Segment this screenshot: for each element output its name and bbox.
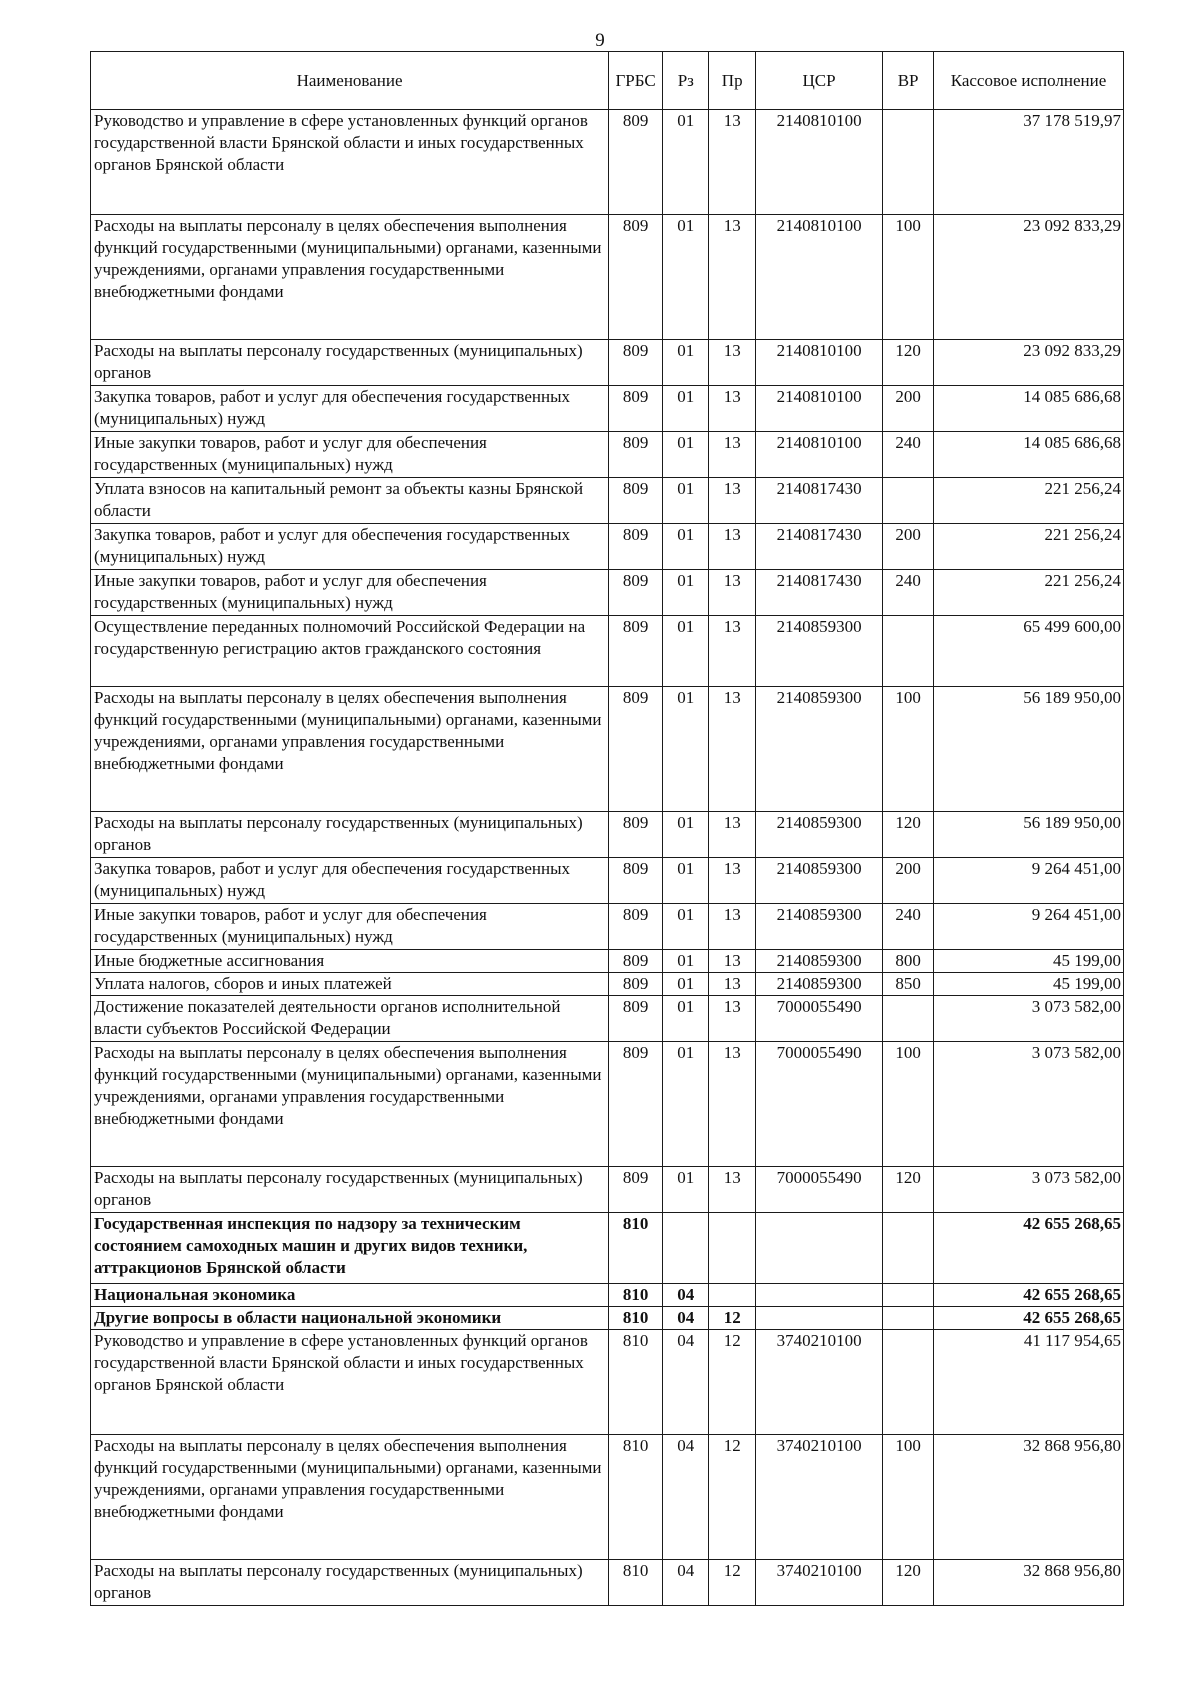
row-pr: 13: [709, 996, 755, 1042]
row-rz: 01: [663, 687, 709, 812]
row-csr: 2140859300: [755, 812, 882, 858]
row-csr: 2140859300: [755, 950, 882, 973]
table-row: [91, 524, 1124, 570]
row-amount: 221 256,24: [933, 524, 1123, 570]
row-csr: 3740210100: [755, 1330, 882, 1435]
row-vr: 100: [883, 215, 934, 340]
table-row: [91, 1330, 1124, 1435]
row-rz: 04: [663, 1330, 709, 1435]
row-vr: 100: [883, 1042, 934, 1167]
row-name: Расходы на выплаты персоналу государственных (муниципальных) органов: [91, 1560, 609, 1606]
table-row: [91, 570, 1124, 616]
row-name: Иные закупки товаров, работ и услуг для обеспечения государственных (муниципальных) нужд: [91, 904, 609, 950]
row-rz: 04: [663, 1560, 709, 1606]
row-amount: 32 868 956,80: [933, 1435, 1123, 1560]
row-pr: 13: [709, 950, 755, 973]
table-row: [91, 110, 1124, 215]
budget-execution-table: [90, 51, 1124, 1606]
row-pr: 13: [709, 386, 755, 432]
row-amount: 3 073 582,00: [933, 996, 1123, 1042]
row-pr: 13: [709, 524, 755, 570]
row-grbs: 809: [609, 340, 663, 386]
row-rz: 01: [663, 812, 709, 858]
row-name: Расходы на выплаты персоналу государственных (муниципальных) органов: [91, 1167, 609, 1213]
header-vr: ВР: [883, 52, 934, 110]
row-name: Национальная экономика: [91, 1284, 609, 1307]
row-rz: 01: [663, 524, 709, 570]
row-pr: 12: [709, 1435, 755, 1560]
row-amount: 42 655 268,65: [933, 1307, 1123, 1330]
row-amount: 14 085 686,68: [933, 432, 1123, 478]
row-name: Закупка товаров, работ и услуг для обеспечения государственных (муниципальных) нужд: [91, 858, 609, 904]
header-rz: Рз: [663, 52, 709, 110]
table-row: [91, 950, 1124, 973]
row-csr: [755, 1284, 882, 1307]
table-row: [91, 1560, 1124, 1606]
row-name: Расходы на выплаты персоналу в целях обеспечения выполнения функций государственными (муниципальными) органами, казенными учреждениями, органами управления государственными внебюджетными фондами: [91, 1435, 609, 1560]
row-amount: 3 073 582,00: [933, 1042, 1123, 1167]
table-row: [91, 687, 1124, 812]
row-grbs: 809: [609, 687, 663, 812]
row-rz: 01: [663, 1167, 709, 1213]
row-vr: 120: [883, 340, 934, 386]
row-grbs: 809: [609, 432, 663, 478]
row-grbs: 809: [609, 973, 663, 996]
row-name: Расходы на выплаты персоналу в целях обеспечения выполнения функций государственными (муниципальными) органами, казенными учреждениями, органами управления государственными внебюджетными фондами: [91, 215, 609, 340]
row-csr: 2140817430: [755, 570, 882, 616]
row-name: Расходы на выплаты персоналу в целях обеспечения выполнения функций государственными (муниципальными) органами, казенными учреждениями, органами управления государственными внебюджетными фондами: [91, 1042, 609, 1167]
row-pr: 13: [709, 858, 755, 904]
row-vr: 120: [883, 1560, 934, 1606]
table-row: [91, 996, 1124, 1042]
table-row: [91, 1307, 1124, 1330]
row-grbs: 809: [609, 478, 663, 524]
row-grbs: 809: [609, 1167, 663, 1213]
row-grbs: 809: [609, 524, 663, 570]
row-rz: 01: [663, 1042, 709, 1167]
row-grbs: 809: [609, 996, 663, 1042]
table-row: [91, 432, 1124, 478]
row-csr: [755, 1213, 882, 1284]
table-row: [91, 386, 1124, 432]
row-grbs: 809: [609, 904, 663, 950]
row-amount: 3 073 582,00: [933, 1167, 1123, 1213]
row-grbs: 810: [609, 1284, 663, 1307]
row-vr: 200: [883, 386, 934, 432]
row-csr: 2140859300: [755, 616, 882, 687]
row-rz: 01: [663, 616, 709, 687]
row-rz: 01: [663, 340, 709, 386]
row-name: Руководство и управление в сфере установленных функций органов государственной власти Брянской области и иных государственных органов Брянской области: [91, 1330, 609, 1435]
row-vr: 100: [883, 687, 934, 812]
row-amount: 56 189 950,00: [933, 687, 1123, 812]
row-vr: 850: [883, 973, 934, 996]
row-amount: 23 092 833,29: [933, 215, 1123, 340]
row-rz: 01: [663, 215, 709, 340]
row-rz: 01: [663, 432, 709, 478]
row-pr: [709, 1284, 755, 1307]
table-row: [91, 340, 1124, 386]
row-rz: 01: [663, 996, 709, 1042]
row-rz: 01: [663, 110, 709, 215]
row-grbs: 809: [609, 812, 663, 858]
row-rz: 04: [663, 1307, 709, 1330]
row-vr: 120: [883, 1167, 934, 1213]
row-vr: [883, 110, 934, 215]
row-pr: 13: [709, 616, 755, 687]
row-grbs: 810: [609, 1213, 663, 1284]
table-row: [91, 858, 1124, 904]
row-vr: 120: [883, 812, 934, 858]
row-amount: 9 264 451,00: [933, 904, 1123, 950]
row-grbs: 809: [609, 616, 663, 687]
row-name: Осуществление переданных полномочий Российской Федерации на государственную регистрацию актов гражданского состояния: [91, 616, 609, 687]
header-amount: Кассовое исполнение: [933, 52, 1123, 110]
row-grbs: 810: [609, 1330, 663, 1435]
row-amount: 65 499 600,00: [933, 616, 1123, 687]
row-grbs: 809: [609, 858, 663, 904]
row-pr: 13: [709, 340, 755, 386]
row-pr: 13: [709, 687, 755, 812]
table-row: [91, 1435, 1124, 1560]
row-pr: 12: [709, 1560, 755, 1606]
header-csr: ЦСР: [755, 52, 882, 110]
row-pr: 13: [709, 110, 755, 215]
table-row: [91, 973, 1124, 996]
row-grbs: 809: [609, 1042, 663, 1167]
row-vr: [883, 478, 934, 524]
row-csr: 2140859300: [755, 973, 882, 996]
row-csr: 3740210100: [755, 1560, 882, 1606]
row-name: Расходы на выплаты персоналу государственных (муниципальных) органов: [91, 340, 609, 386]
row-rz: 04: [663, 1284, 709, 1307]
row-amount: 41 117 954,65: [933, 1330, 1123, 1435]
row-amount: 56 189 950,00: [933, 812, 1123, 858]
row-grbs: 810: [609, 1435, 663, 1560]
row-vr: 200: [883, 858, 934, 904]
row-rz: 01: [663, 904, 709, 950]
table-row: [91, 215, 1124, 340]
row-pr: 13: [709, 812, 755, 858]
row-name: Закупка товаров, работ и услуг для обеспечения государственных (муниципальных) нужд: [91, 524, 609, 570]
row-amount: 32 868 956,80: [933, 1560, 1123, 1606]
row-vr: [883, 1213, 934, 1284]
row-vr: 240: [883, 432, 934, 478]
row-vr: 100: [883, 1435, 934, 1560]
page-number: 9: [595, 30, 605, 51]
row-amount: 9 264 451,00: [933, 858, 1123, 904]
row-name: Государственная инспекция по надзору за техническим состоянием самоходных машин и других видов техники, аттракционов Брянской области: [91, 1213, 609, 1284]
row-name: Уплата налогов, сборов и иных платежей: [91, 973, 609, 996]
row-name: Достижение показателей деятельности органов исполнительной власти субъектов Российской Федерации: [91, 996, 609, 1042]
row-grbs: 809: [609, 386, 663, 432]
row-grbs: 809: [609, 950, 663, 973]
row-amount: 23 092 833,29: [933, 340, 1123, 386]
row-csr: 2140810100: [755, 340, 882, 386]
row-grbs: 810: [609, 1307, 663, 1330]
row-pr: 13: [709, 478, 755, 524]
table-row: [91, 478, 1124, 524]
row-csr: 2140810100: [755, 432, 882, 478]
row-pr: 13: [709, 904, 755, 950]
row-pr: 13: [709, 1167, 755, 1213]
row-name: Иные бюджетные ассигнования: [91, 950, 609, 973]
row-name: Закупка товаров, работ и услуг для обеспечения государственных (муниципальных) нужд: [91, 386, 609, 432]
row-pr: 13: [709, 1042, 755, 1167]
row-csr: 2140810100: [755, 386, 882, 432]
row-vr: [883, 996, 934, 1042]
row-name: Уплата взносов на капитальный ремонт за объекты казны Брянской области: [91, 478, 609, 524]
table-row: [91, 904, 1124, 950]
table-row: [91, 1284, 1124, 1307]
table-row: [91, 812, 1124, 858]
row-csr: 2140810100: [755, 215, 882, 340]
table-row: [91, 1213, 1124, 1284]
header-pr: Пр: [709, 52, 755, 110]
row-vr: 200: [883, 524, 934, 570]
row-amount: 42 655 268,65: [933, 1213, 1123, 1284]
row-rz: [663, 1213, 709, 1284]
row-amount: 221 256,24: [933, 478, 1123, 524]
row-csr: 2140817430: [755, 478, 882, 524]
row-amount: 37 178 519,97: [933, 110, 1123, 215]
row-grbs: 810: [609, 1560, 663, 1606]
row-name: Расходы на выплаты персоналу в целях обеспечения выполнения функций государственными (муниципальными) органами, казенными учреждениями, органами управления государственными внебюджетными фондами: [91, 687, 609, 812]
header-grbs: ГРБС: [609, 52, 663, 110]
row-rz: 01: [663, 570, 709, 616]
row-csr: 2140859300: [755, 904, 882, 950]
row-amount: 14 085 686,68: [933, 386, 1123, 432]
row-rz: 01: [663, 858, 709, 904]
row-csr: 2140859300: [755, 858, 882, 904]
table-row: [91, 1167, 1124, 1213]
row-pr: 12: [709, 1330, 755, 1435]
row-pr: 13: [709, 570, 755, 616]
row-rz: 01: [663, 478, 709, 524]
row-amount: 221 256,24: [933, 570, 1123, 616]
row-csr: 2140859300: [755, 687, 882, 812]
row-grbs: 809: [609, 215, 663, 340]
table-row: [91, 616, 1124, 687]
header-name: Наименование: [91, 52, 609, 110]
table-row: [91, 1042, 1124, 1167]
table-header-row: [91, 52, 1124, 110]
row-csr: 7000055490: [755, 996, 882, 1042]
row-amount: 45 199,00: [933, 950, 1123, 973]
row-pr: 12: [709, 1307, 755, 1330]
row-vr: [883, 1330, 934, 1435]
row-vr: [883, 1307, 934, 1330]
row-csr: 7000055490: [755, 1042, 882, 1167]
row-vr: 240: [883, 570, 934, 616]
row-vr: 240: [883, 904, 934, 950]
row-name: Иные закупки товаров, работ и услуг для обеспечения государственных (муниципальных) нужд: [91, 570, 609, 616]
row-csr: [755, 1307, 882, 1330]
row-rz: 01: [663, 950, 709, 973]
row-amount: 42 655 268,65: [933, 1284, 1123, 1307]
row-vr: [883, 616, 934, 687]
row-name: Руководство и управление в сфере установленных функций органов государственной власти Брянской области и иных государственных органов Брянской области: [91, 110, 609, 215]
row-pr: 13: [709, 973, 755, 996]
row-csr: 2140817430: [755, 524, 882, 570]
row-name: Иные закупки товаров, работ и услуг для обеспечения государственных (муниципальных) нужд: [91, 432, 609, 478]
row-csr: 3740210100: [755, 1435, 882, 1560]
row-rz: 04: [663, 1435, 709, 1560]
row-rz: 01: [663, 973, 709, 996]
row-pr: [709, 1213, 755, 1284]
row-amount: 45 199,00: [933, 973, 1123, 996]
row-grbs: 809: [609, 110, 663, 215]
row-grbs: 809: [609, 570, 663, 616]
row-csr: 7000055490: [755, 1167, 882, 1213]
row-pr: 13: [709, 215, 755, 340]
row-name: Расходы на выплаты персоналу государственных (муниципальных) органов: [91, 812, 609, 858]
row-vr: [883, 1284, 934, 1307]
row-pr: 13: [709, 432, 755, 478]
row-csr: 2140810100: [755, 110, 882, 215]
row-rz: 01: [663, 386, 709, 432]
row-name: Другие вопросы в области национальной экономики: [91, 1307, 609, 1330]
row-vr: 800: [883, 950, 934, 973]
